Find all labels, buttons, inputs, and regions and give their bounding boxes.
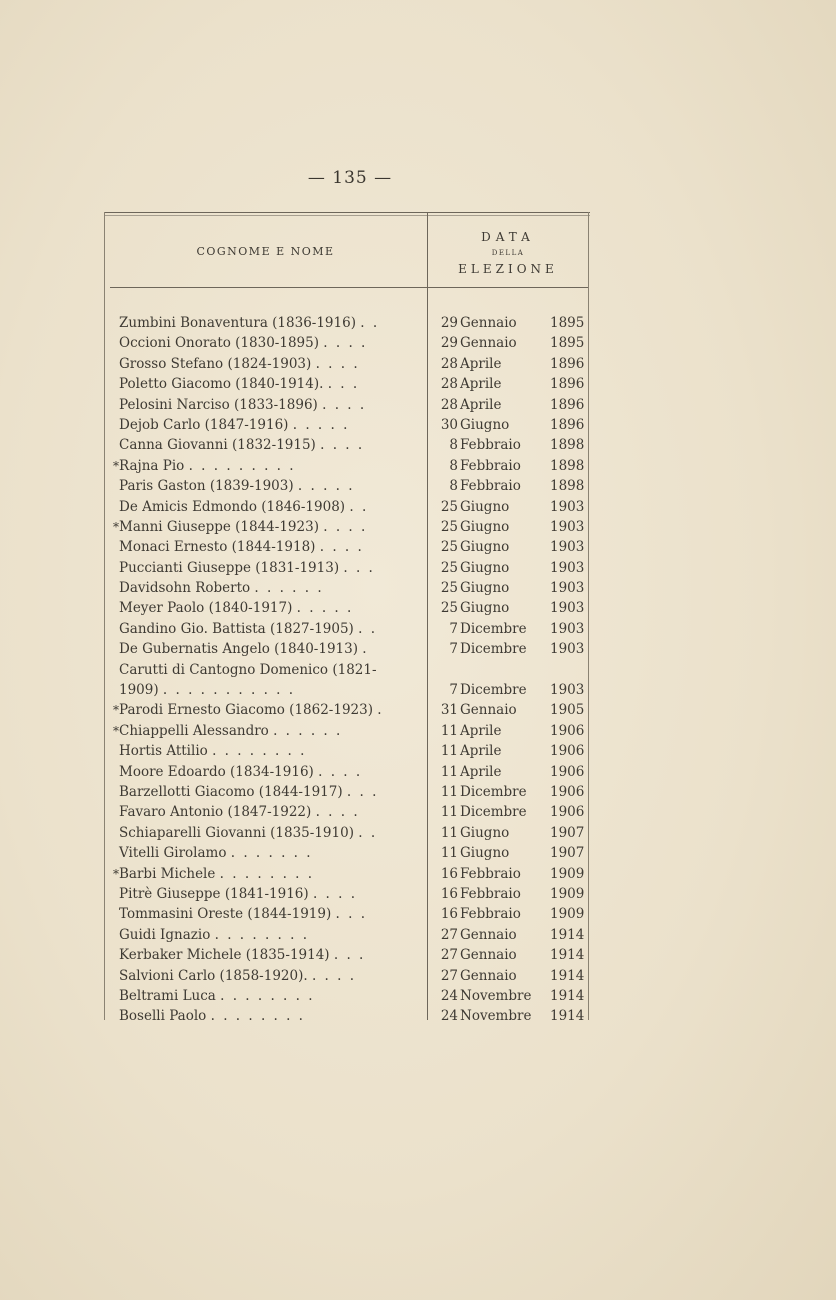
election-day: 11 xyxy=(440,804,458,821)
election-year: 1903 xyxy=(550,539,585,556)
table-row xyxy=(104,558,590,578)
table-row xyxy=(104,945,590,965)
leader-dots: . . . . . . . . . . . xyxy=(162,682,296,699)
asterisk-mark: * xyxy=(113,458,119,473)
member-name: Pelosini Narciso (1833-1896) xyxy=(119,396,318,413)
election-day: 24 xyxy=(440,987,458,1004)
election-day: 7 xyxy=(449,641,458,658)
election-year: 1898 xyxy=(550,478,585,495)
election-month: Gennaio xyxy=(460,335,517,352)
election-year: 1896 xyxy=(550,355,585,372)
election-day: 29 xyxy=(440,335,458,352)
asterisk-mark: * xyxy=(113,866,119,881)
leader-dots: . . . . xyxy=(323,518,368,535)
member-name: Monaci Ernesto (1844-1918) xyxy=(119,539,316,556)
election-year: 1903 xyxy=(550,498,585,515)
table-row xyxy=(104,333,590,353)
election-year: 1907 xyxy=(550,824,585,841)
leader-dots: . . . xyxy=(333,947,366,964)
election-day: 8 xyxy=(449,437,458,454)
table-row xyxy=(104,986,590,1006)
table-row xyxy=(104,966,590,986)
row-name-cell xyxy=(107,966,425,986)
asterisk-mark: * xyxy=(113,723,119,738)
election-year: 1903 xyxy=(550,600,585,617)
row-name-cell xyxy=(107,395,425,415)
election-year: 1906 xyxy=(550,804,585,821)
election-day: 11 xyxy=(440,763,458,780)
member-name: Chiappelli Alessandro xyxy=(119,722,269,739)
election-month: Aprile xyxy=(460,743,502,760)
member-name: Barbi Michele xyxy=(119,865,216,882)
leader-dots: . . . . . xyxy=(296,600,354,617)
row-name-cell xyxy=(107,415,425,435)
election-month: Aprile xyxy=(460,763,502,780)
header-bottom-rule xyxy=(110,287,588,288)
election-day: 11 xyxy=(440,784,458,800)
leader-dots: . . . . xyxy=(315,804,360,821)
election-day: 11 xyxy=(440,845,458,862)
row-name-cell xyxy=(107,864,425,884)
election-month: Dicembre xyxy=(460,620,527,637)
table-row xyxy=(104,925,590,945)
leader-dots: . . xyxy=(358,824,378,841)
table-row xyxy=(104,578,590,598)
table-row xyxy=(104,619,590,639)
election-month: Giugno xyxy=(460,580,510,597)
leader-dots: . . . . xyxy=(323,335,368,352)
member-name: Carutti di Cantogno Domenico (1821- xyxy=(119,661,377,678)
row-name-cell xyxy=(107,476,425,496)
election-year: 1914 xyxy=(550,987,585,1004)
table-row xyxy=(104,802,590,822)
election-day: 16 xyxy=(440,906,458,923)
row-name-cell xyxy=(107,598,425,618)
election-month: Aprile xyxy=(460,396,502,413)
election-year: 1903 xyxy=(550,580,585,597)
table-row xyxy=(104,884,590,904)
election-year: 1906 xyxy=(550,763,585,780)
member-name: Poletto Giacomo (1840-1914). xyxy=(119,376,324,393)
leader-dots: . . . . . . xyxy=(254,580,324,597)
table-row xyxy=(104,741,590,761)
election-year: 1906 xyxy=(550,784,585,800)
member-name: Rajna Pio xyxy=(119,457,185,474)
leader-dots: . . . . xyxy=(318,763,363,780)
member-name: Kerbaker Michele (1835-1914) xyxy=(119,947,330,964)
row-name-cell xyxy=(107,558,425,578)
member-name: Manni Giuseppe (1844-1923) xyxy=(119,518,319,535)
row-name-cell xyxy=(107,435,425,455)
election-month: Dicembre xyxy=(460,641,527,658)
member-name-continuation xyxy=(119,680,295,700)
row-name-cell xyxy=(107,660,425,680)
leader-dots: . . . . . . . . xyxy=(220,987,315,1004)
table-row xyxy=(104,435,590,455)
row-name-cell xyxy=(107,456,425,476)
member-name: Barzellotti Giacomo (1844-1917) xyxy=(119,784,343,800)
member-name: Gandino Gio. Battista (1827-1905) xyxy=(119,620,354,637)
leader-dots: . . . . xyxy=(315,355,360,372)
row-name-cell xyxy=(107,782,425,802)
table-row xyxy=(104,721,590,741)
leader-dots: . . xyxy=(360,315,380,331)
table-row xyxy=(104,864,590,884)
election-day: 28 xyxy=(440,396,458,413)
leader-dots: . . . xyxy=(327,376,360,393)
member-name: Pitrè Giuseppe (1841-1916) xyxy=(119,885,309,902)
member-name: Dejob Carlo (1847-1916) xyxy=(119,416,289,433)
table-row xyxy=(104,354,590,374)
asterisk-mark: * xyxy=(113,703,119,718)
leader-dots: . . . . . . . . . xyxy=(188,457,296,474)
row-name-cell xyxy=(107,762,425,782)
election-year: 1896 xyxy=(550,376,585,393)
election-month: Giugno xyxy=(460,845,510,862)
table-row xyxy=(104,639,590,659)
election-day: 7 xyxy=(449,620,458,637)
table-row xyxy=(104,374,590,394)
member-name: Occioni Onorato (1830-1895) xyxy=(119,335,319,352)
table-row xyxy=(104,395,590,415)
row-name-cell xyxy=(107,313,425,333)
election-day: 16 xyxy=(440,885,458,902)
election-year: 1903 xyxy=(550,620,585,637)
election-month: Febbraio xyxy=(460,437,521,454)
election-year: 1898 xyxy=(550,457,585,474)
table-row xyxy=(104,762,590,782)
leader-dots: . . xyxy=(358,620,377,637)
header-date-line-1: DATA xyxy=(481,230,535,244)
table-row xyxy=(104,823,590,843)
election-month: Giugno xyxy=(460,518,510,535)
member-name: De Amicis Edmondo (1846-1908) xyxy=(119,498,346,515)
table-row xyxy=(104,497,590,517)
members-table-body xyxy=(104,313,590,1027)
row-name-cell xyxy=(107,619,425,639)
election-month: Febbraio xyxy=(460,457,521,474)
member-name-line-2: 1909) xyxy=(119,682,159,699)
member-name: Boselli Paolo xyxy=(119,1008,207,1025)
member-name: Vitelli Girolamo xyxy=(119,845,227,862)
row-name-cell xyxy=(107,639,425,659)
election-month: Febbraio xyxy=(460,906,521,923)
election-year: 1903 xyxy=(550,682,585,699)
table-row xyxy=(104,313,590,333)
row-name-cell xyxy=(107,700,425,720)
row-name-cell xyxy=(107,497,425,517)
election-month: Gennaio xyxy=(460,926,517,943)
election-day: 25 xyxy=(440,518,458,535)
election-year: 1906 xyxy=(550,722,585,739)
election-month: Gennaio xyxy=(460,947,517,964)
row-name-cell xyxy=(107,578,425,598)
row-name-cell xyxy=(107,517,425,537)
election-year: 1896 xyxy=(550,416,585,433)
leader-dots: . . . . . . . . xyxy=(210,1008,305,1025)
election-day: 28 xyxy=(440,355,458,372)
row-name-cell xyxy=(107,904,425,924)
leader-dots: . xyxy=(377,702,384,719)
election-day: 25 xyxy=(440,498,458,515)
election-year: 1898 xyxy=(550,437,585,454)
leader-dots: . . . . xyxy=(311,967,357,984)
leader-dots: . . . . . . xyxy=(273,722,343,739)
election-day: 29 xyxy=(440,315,458,331)
member-name: Grosso Stefano (1824-1903) xyxy=(119,355,312,372)
member-name: Salvioni Carlo (1858-1920). xyxy=(119,967,308,984)
election-month: Gennaio xyxy=(460,967,517,984)
member-name: Moore Edoardo (1834-1916) xyxy=(119,763,314,780)
leader-dots: . . . . . . . . xyxy=(219,865,315,882)
row-name-cell xyxy=(107,823,425,843)
election-day: 27 xyxy=(440,926,458,943)
member-name: Tommasini Oreste (1844-1919) xyxy=(119,906,332,923)
table-row xyxy=(104,415,590,435)
election-month: Novembre xyxy=(460,1008,532,1025)
leader-dots: . . . . xyxy=(312,885,357,902)
election-day: 16 xyxy=(440,865,458,882)
leader-dots: . . . . . . . xyxy=(230,845,313,862)
row-name-cell xyxy=(107,354,425,374)
election-month: Novembre xyxy=(460,987,532,1004)
election-month: Aprile xyxy=(460,376,502,393)
election-year: 1914 xyxy=(550,967,585,984)
member-name: Davidsohn Roberto xyxy=(119,580,251,597)
election-year: 1903 xyxy=(550,559,585,576)
election-month: Gennaio xyxy=(460,315,517,331)
row-name-cell xyxy=(107,802,425,822)
election-month: Dicembre xyxy=(460,784,527,800)
leader-dots: . . . . . xyxy=(292,416,350,433)
row-name-cell xyxy=(107,374,425,394)
leader-dots: . xyxy=(362,641,369,658)
election-year: 1895 xyxy=(550,315,585,331)
election-month: Giugno xyxy=(460,824,510,841)
election-year: 1905 xyxy=(550,702,585,719)
member-name: Favaro Antonio (1847-1922) xyxy=(119,804,312,821)
election-year: 1903 xyxy=(550,641,585,658)
election-day: 28 xyxy=(440,376,458,393)
asterisk-mark: * xyxy=(113,519,119,534)
election-month: Aprile xyxy=(460,355,502,372)
election-month: Febbraio xyxy=(460,865,521,882)
leader-dots: . . . . xyxy=(320,437,365,454)
leader-dots: . . . . xyxy=(319,539,364,556)
leader-dots: . . . xyxy=(346,784,379,800)
election-day: 7 xyxy=(449,682,458,699)
row-name-cell xyxy=(107,925,425,945)
row-name-cell xyxy=(107,843,425,863)
election-day: 11 xyxy=(440,743,458,760)
page-number: — 135 — xyxy=(307,168,393,188)
table-row xyxy=(104,782,590,802)
election-day: 8 xyxy=(449,457,458,474)
election-month: Giugno xyxy=(460,498,510,515)
row-name-cell xyxy=(107,945,425,965)
election-day: 30 xyxy=(440,416,458,433)
election-month: Giugno xyxy=(460,559,510,576)
election-year: 1907 xyxy=(550,845,585,862)
election-month: Febbraio xyxy=(460,478,521,495)
election-day: 11 xyxy=(440,824,458,841)
leader-dots: . . . . . . . . xyxy=(212,743,307,760)
header-name-column: COGNOME E NOME xyxy=(196,245,335,258)
member-name: Meyer Paolo (1840-1917) xyxy=(119,600,293,617)
table-row xyxy=(104,517,590,537)
header-date-line-3: ELEZIONE xyxy=(458,262,558,276)
election-year: 1914 xyxy=(550,947,585,964)
election-year: 1909 xyxy=(550,885,585,902)
leader-dots: . . . xyxy=(335,906,368,923)
election-month: Giugno xyxy=(460,600,510,617)
election-year: 1914 xyxy=(550,926,585,943)
table-row xyxy=(104,537,590,557)
table-row xyxy=(104,456,590,476)
election-year: 1903 xyxy=(550,518,585,535)
member-name: Guidi Ignazio xyxy=(119,926,211,943)
election-month: Aprile xyxy=(460,722,502,739)
election-day: 27 xyxy=(440,967,458,984)
member-name: Beltrami Luca xyxy=(119,987,216,1004)
election-day: 11 xyxy=(440,722,458,739)
leader-dots: . . . . . xyxy=(297,478,355,495)
election-day: 27 xyxy=(440,947,458,964)
election-month: Giugno xyxy=(460,416,510,433)
row-name-cell xyxy=(107,986,425,1006)
table-row xyxy=(104,904,590,924)
election-day: 25 xyxy=(440,600,458,617)
election-year: 1909 xyxy=(550,865,585,882)
row-name-cell xyxy=(107,884,425,904)
election-day: 24 xyxy=(440,1008,458,1025)
row-name-cell xyxy=(107,333,425,353)
table-row xyxy=(104,598,590,618)
member-name: Hortis Attilio xyxy=(119,743,208,760)
election-day: 31 xyxy=(440,702,458,719)
election-day: 25 xyxy=(440,559,458,576)
election-day: 25 xyxy=(440,580,458,597)
member-name: Zumbini Bonaventura (1836-1916) xyxy=(119,315,356,331)
table-row xyxy=(104,660,590,701)
table-row xyxy=(104,476,590,496)
leader-dots: . . . . xyxy=(322,396,367,413)
member-name: Paris Gaston (1839-1903) xyxy=(119,478,294,495)
table-top-rule xyxy=(104,212,590,213)
election-month: Dicembre xyxy=(460,804,527,821)
election-year: 1895 xyxy=(550,335,585,352)
row-name-cell xyxy=(107,721,425,741)
member-name: Puccianti Giuseppe (1831-1913) xyxy=(119,559,340,576)
leader-dots: . . . xyxy=(343,559,375,576)
member-name: De Gubernatis Angelo (1840-1913) xyxy=(119,641,358,658)
election-month: Febbraio xyxy=(460,885,521,902)
election-month: Dicembre xyxy=(460,682,527,699)
table-row xyxy=(104,1006,590,1026)
election-year: 1906 xyxy=(550,743,585,760)
row-name-cell xyxy=(107,537,425,557)
header-date-line-2: DELLA xyxy=(491,249,525,257)
election-day: 25 xyxy=(440,539,458,556)
election-month: Gennaio xyxy=(460,702,517,719)
member-name: Schiaparelli Giovanni (1835-1910) xyxy=(119,824,354,841)
leader-dots: . . xyxy=(349,498,369,515)
member-name: Parodi Ernesto Giacomo (1862-1923) xyxy=(119,702,373,719)
election-year: 1914 xyxy=(550,1008,585,1025)
leader-dots: . . . . . . . . xyxy=(214,926,309,943)
row-name-cell xyxy=(107,741,425,761)
member-name: Canna Giovanni (1832-1915) xyxy=(119,437,316,454)
election-year: 1909 xyxy=(550,906,585,923)
table-row xyxy=(104,843,590,863)
table-top-rule-inner xyxy=(104,215,590,216)
row-name-cell xyxy=(107,1006,425,1026)
election-month: Giugno xyxy=(460,539,510,556)
table-row xyxy=(104,700,590,720)
election-day: 8 xyxy=(449,478,458,495)
election-year: 1896 xyxy=(550,396,585,413)
